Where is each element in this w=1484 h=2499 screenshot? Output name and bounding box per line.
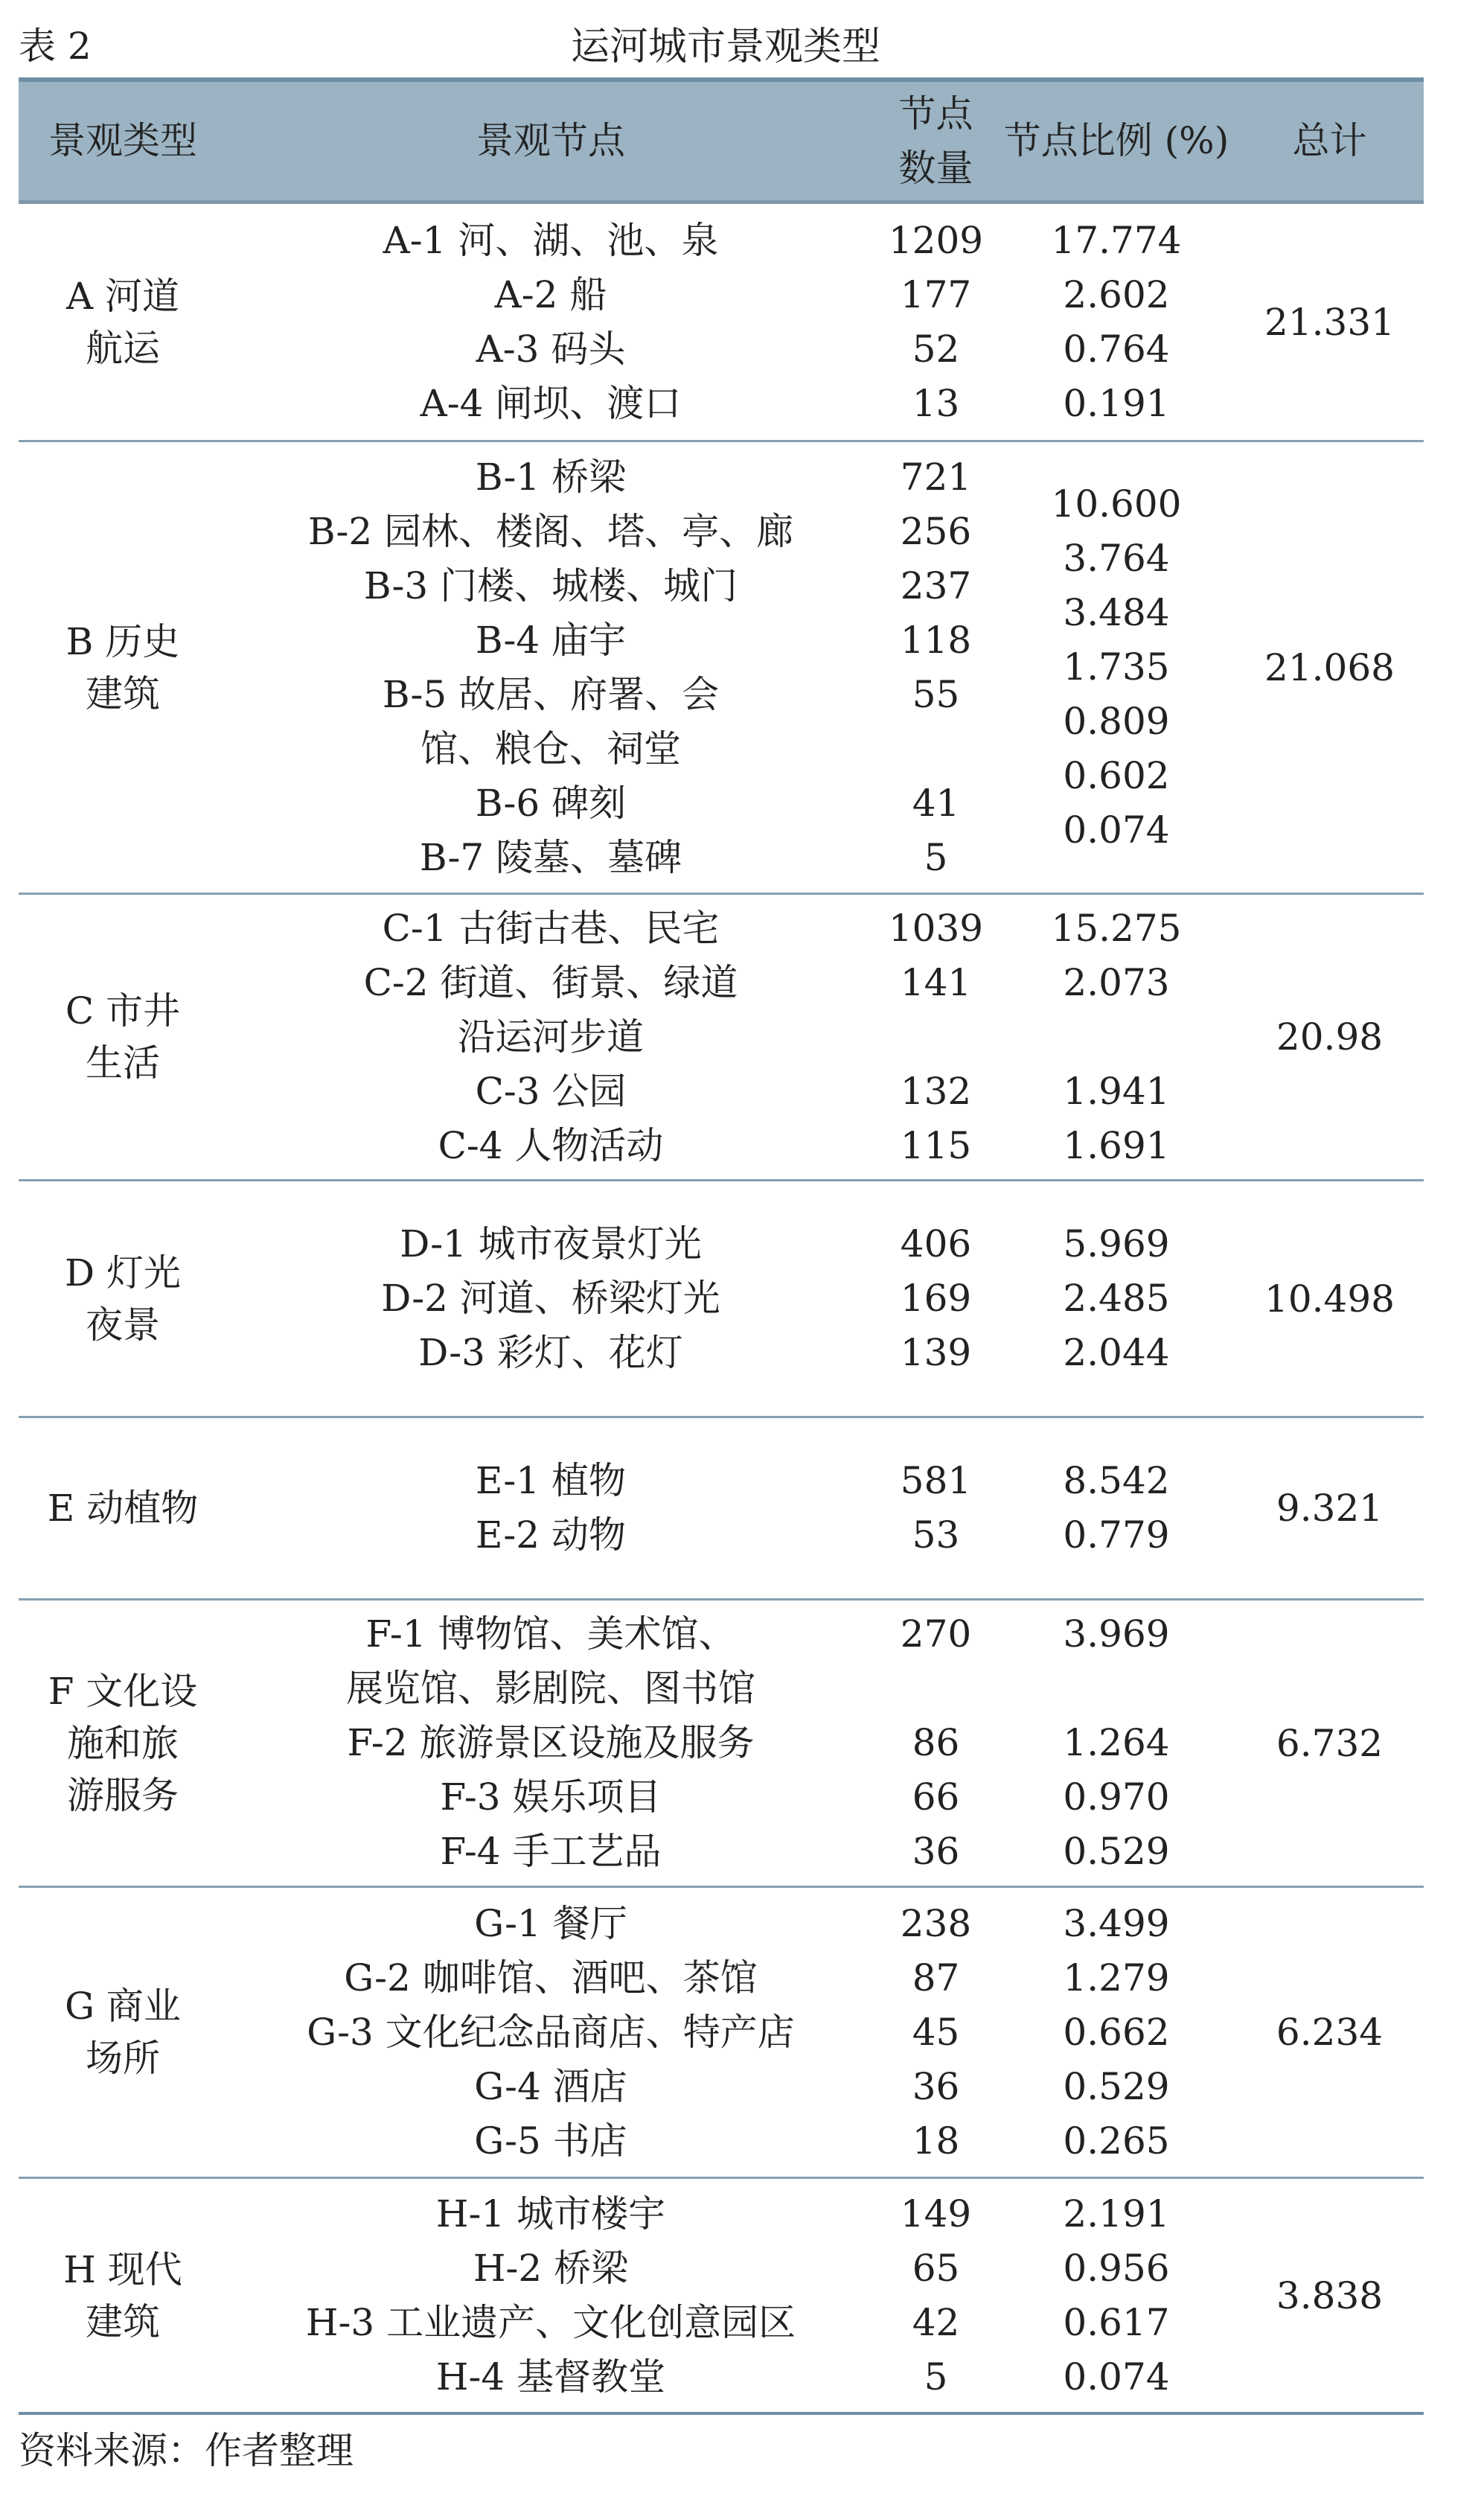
count-column [874, 442, 997, 893]
node-cell: G-1 餐厅 [474, 1901, 627, 1945]
node-cell: D-3 彩灯、花灯 [418, 1331, 683, 1374]
table-caption [19, 0, 1433, 77]
category-line: D 灯光 [65, 1251, 181, 1295]
count-cell: 115 [900, 1123, 972, 1167]
group-category [19, 2179, 227, 2412]
table-number: 表 2 [19, 25, 92, 68]
count-column [874, 895, 997, 1179]
node-cell: B-7 陵墓、墓碑 [419, 835, 682, 879]
category-line: G 商业 [65, 1985, 181, 2028]
node-cell: A-4 闸坝、渡口 [420, 381, 682, 425]
count-cell: 141 [900, 960, 972, 1004]
category-line: 游服务 [67, 1773, 179, 1817]
count-cell: 238 [900, 1901, 972, 1945]
group-total: 6.234 [1276, 2011, 1384, 2054]
ratio-cell: 1.941 [1063, 1069, 1170, 1113]
node-column [227, 1888, 874, 2177]
header-total: 总计 [1292, 119, 1367, 163]
category-line: F 文化设 [48, 1669, 198, 1713]
count-cell: 149 [900, 2192, 972, 2235]
count-cell: 87 [912, 1956, 960, 1999]
count-cell: 5 [924, 835, 948, 879]
table-group [19, 1600, 1424, 1888]
ratio-cell: 0.970 [1063, 1775, 1170, 1819]
count-cell: 256 [900, 509, 972, 553]
node-column [227, 1181, 874, 1416]
ratio-cell: 5.969 [1063, 1222, 1170, 1266]
count-cell: 65 [912, 2246, 960, 2290]
ratio-cell: 2.073 [1063, 960, 1170, 1004]
count-cell: 13 [912, 381, 960, 425]
node-cell: G-3 文化纪念品商店、特产店 [307, 2010, 795, 2054]
node-column [227, 1600, 874, 1886]
node-cell: F-1 博物馆、美术馆、 [365, 1612, 736, 1656]
node-cell: H-3 工业遗产、文化创意园区 [305, 2300, 796, 2344]
table-group [19, 1888, 1424, 2179]
category-line: 航运 [85, 326, 160, 370]
ratio-cell: 1.264 [1063, 1721, 1170, 1764]
ratio-cell: 2.191 [1063, 2192, 1170, 2235]
ratio-column [997, 1888, 1235, 2177]
ratio-cell: 3.969 [1063, 1612, 1170, 1656]
node-cell: H-2 桥梁 [473, 2246, 629, 2290]
header-count-line2: 数量 [898, 146, 973, 190]
ratio-cell: 0.662 [1063, 2010, 1170, 2054]
node-cell: B-4 庙宇 [475, 618, 627, 662]
count-cell: 55 [912, 672, 960, 716]
count-cell: 132 [900, 1069, 972, 1113]
category-line: 场所 [86, 2037, 160, 2080]
group-total: 21.331 [1264, 300, 1395, 344]
ratio-cell: 0.529 [1063, 2064, 1170, 2108]
ratio-cell: 2.044 [1063, 1331, 1170, 1374]
count-cell: 270 [900, 1612, 972, 1656]
ratio-cell: 1.735 [1063, 645, 1170, 689]
node-cell: G-4 酒店 [474, 2064, 627, 2108]
count-cell: 139 [900, 1331, 972, 1374]
ratio-cell: 0.074 [1063, 2355, 1170, 2399]
count-cell: 721 [900, 455, 972, 499]
count-cell: 5 [924, 2355, 948, 2399]
count-cell: 118 [900, 618, 972, 662]
node-cell: D-2 河道、桥梁灯光 [381, 1277, 720, 1320]
ratio-cell: 0.779 [1063, 1513, 1170, 1557]
ratio-cell: 0.529 [1063, 1830, 1170, 1873]
ratio-cell: 0.602 [1063, 754, 1170, 797]
ratio-cell: 3.764 [1063, 537, 1170, 580]
count-cell: 53 [912, 1513, 960, 1557]
count-cell: 52 [912, 327, 960, 371]
header-count-line1: 节点 [898, 92, 973, 135]
group-total: 10.498 [1264, 1277, 1395, 1321]
count-cell: 41 [912, 781, 960, 825]
node-cell: 沿运河步道 [458, 1015, 644, 1059]
source-note: 资料来源：作者整理 [19, 2429, 354, 2472]
group-category [19, 895, 227, 1179]
group-total: 20.98 [1276, 1015, 1384, 1059]
count-cell: 86 [912, 1721, 960, 1764]
count-column [874, 204, 997, 440]
ratio-cell: 3.499 [1063, 1901, 1170, 1945]
ratio-cell: 1.691 [1063, 1123, 1170, 1167]
ratio-cell: 0.074 [1063, 808, 1170, 852]
node-cell: F-4 手工艺品 [440, 1830, 662, 1873]
node-cell: 展览馆、影剧院、图书馆 [346, 1667, 755, 1710]
ratio-column [997, 1181, 1235, 1416]
node-column [227, 204, 874, 440]
ratio-cell: 8.542 [1063, 1459, 1170, 1502]
table-group [19, 2179, 1424, 2412]
table-group [19, 1418, 1424, 1600]
ratio-cell: 1.279 [1063, 1956, 1170, 1999]
count-cell: 581 [900, 1459, 972, 1502]
node-cell: E-1 植物 [475, 1459, 627, 1502]
count-cell: 36 [912, 1830, 960, 1873]
node-cell: C-3 公园 [475, 1069, 627, 1113]
node-cell: C-1 古街古巷、民宅 [382, 906, 720, 950]
table-group [19, 895, 1424, 1181]
count-column [874, 1418, 997, 1598]
node-cell: B-1 桥梁 [475, 455, 627, 499]
header-count [874, 82, 997, 200]
ratio-cell: 10.600 [1051, 482, 1182, 526]
table-group [19, 442, 1424, 895]
category-line: 夜景 [85, 1303, 160, 1347]
category-line: 建筑 [86, 2299, 160, 2343]
node-column [227, 2179, 874, 2412]
count-cell: 42 [912, 2300, 960, 2344]
node-cell: B-5 故居、府署、会 [382, 672, 720, 716]
count-cell: 66 [912, 1775, 960, 1819]
group-category [19, 442, 227, 893]
node-cell: B-2 园林、楼阁、塔、亭、廊 [307, 509, 794, 553]
group-category [19, 1418, 227, 1598]
ratio-cell: 0.764 [1063, 327, 1170, 371]
count-column [874, 2179, 997, 2412]
group-total: 21.068 [1264, 645, 1395, 689]
group-total: 9.321 [1276, 1487, 1384, 1530]
count-column [874, 1600, 997, 1886]
table-header [19, 77, 1424, 204]
node-cell: A-2 船 [494, 272, 607, 316]
count-cell: 36 [912, 2064, 960, 2108]
count-cell: 1209 [888, 218, 984, 262]
node-cell: A-1 河、湖、池、泉 [383, 218, 719, 262]
category-line: E 动植物 [47, 1487, 199, 1530]
node-cell: C-4 人物活动 [438, 1123, 664, 1167]
ratio-cell: 3.484 [1063, 591, 1170, 634]
node-cell: G-2 咖啡馆、酒吧、茶馆 [344, 1956, 758, 1999]
node-column [227, 1418, 874, 1598]
ratio-cell: 0.809 [1063, 700, 1170, 743]
node-column [227, 442, 874, 893]
node-cell: E-2 动物 [475, 1513, 627, 1557]
table-title: 运河城市景观类型 [570, 25, 880, 69]
group-total: 3.838 [1276, 2273, 1384, 2317]
ratio-column [997, 1600, 1235, 1886]
ratio-column [997, 204, 1235, 440]
count-cell: 169 [900, 1277, 972, 1320]
node-cell: A-3 码头 [476, 327, 626, 371]
group-category [19, 204, 227, 440]
node-cell: H-1 城市楼宇 [435, 2192, 666, 2235]
ratio-column [997, 895, 1235, 1179]
table-group [19, 204, 1424, 442]
ratio-cell: 0.265 [1063, 2119, 1170, 2163]
node-cell: F-3 娱乐项目 [440, 1775, 662, 1819]
count-column [874, 1181, 997, 1416]
node-cell: B-3 门楼、城楼、城门 [363, 564, 738, 607]
group-total: 6.732 [1276, 1721, 1384, 1765]
ratio-cell: 0.617 [1063, 2300, 1170, 2344]
node-cell: C-2 街道、街景、绿道 [363, 960, 738, 1004]
node-cell: G-5 书店 [474, 2119, 627, 2163]
node-cell: F-2 旅游景区设施及服务 [347, 1721, 755, 1764]
node-cell: D-1 城市夜景灯光 [400, 1222, 702, 1266]
node-cell: B-6 碑刻 [475, 781, 627, 825]
count-cell: 237 [900, 564, 972, 607]
category-line: 建筑 [85, 671, 160, 715]
group-category [19, 1888, 227, 2177]
ratio-column [997, 442, 1235, 893]
count-cell: 18 [912, 2119, 960, 2163]
group-category [19, 1600, 227, 1886]
group-category [19, 1181, 227, 1416]
header-node: 景观节点 [476, 119, 625, 163]
node-cell: H-4 基督教堂 [435, 2355, 666, 2399]
node-cell: 馆、粮仓、祠堂 [420, 727, 681, 770]
category-line: B 历史 [65, 619, 180, 663]
category-line: 生活 [86, 1041, 160, 1085]
header-ratio: 节点比例 (%) [1003, 119, 1229, 163]
ratio-column [997, 1418, 1235, 1598]
header-category: 景观类型 [48, 119, 197, 163]
count-cell: 406 [900, 1222, 972, 1266]
ratio-cell: 2.602 [1063, 272, 1170, 316]
category-line: C 市井 [65, 989, 181, 1033]
table-group [19, 1181, 1424, 1418]
ratio-column [997, 2179, 1235, 2412]
table-bottom-rule [19, 2412, 1424, 2415]
category-line: A 河道 [65, 274, 179, 318]
ratio-cell: 15.275 [1051, 906, 1182, 950]
count-cell: 1039 [888, 906, 984, 950]
ratio-cell: 17.774 [1051, 218, 1182, 262]
count-cell: 45 [912, 2010, 960, 2054]
category-line: H 现代 [63, 2247, 182, 2291]
count-column [874, 1888, 997, 2177]
node-column [227, 895, 874, 1179]
count-cell: 177 [900, 272, 972, 316]
category-line: 施和旅 [67, 1721, 179, 1765]
ratio-cell: 2.485 [1063, 1277, 1170, 1320]
ratio-cell: 0.191 [1063, 381, 1170, 425]
ratio-cell: 0.956 [1063, 2246, 1170, 2290]
